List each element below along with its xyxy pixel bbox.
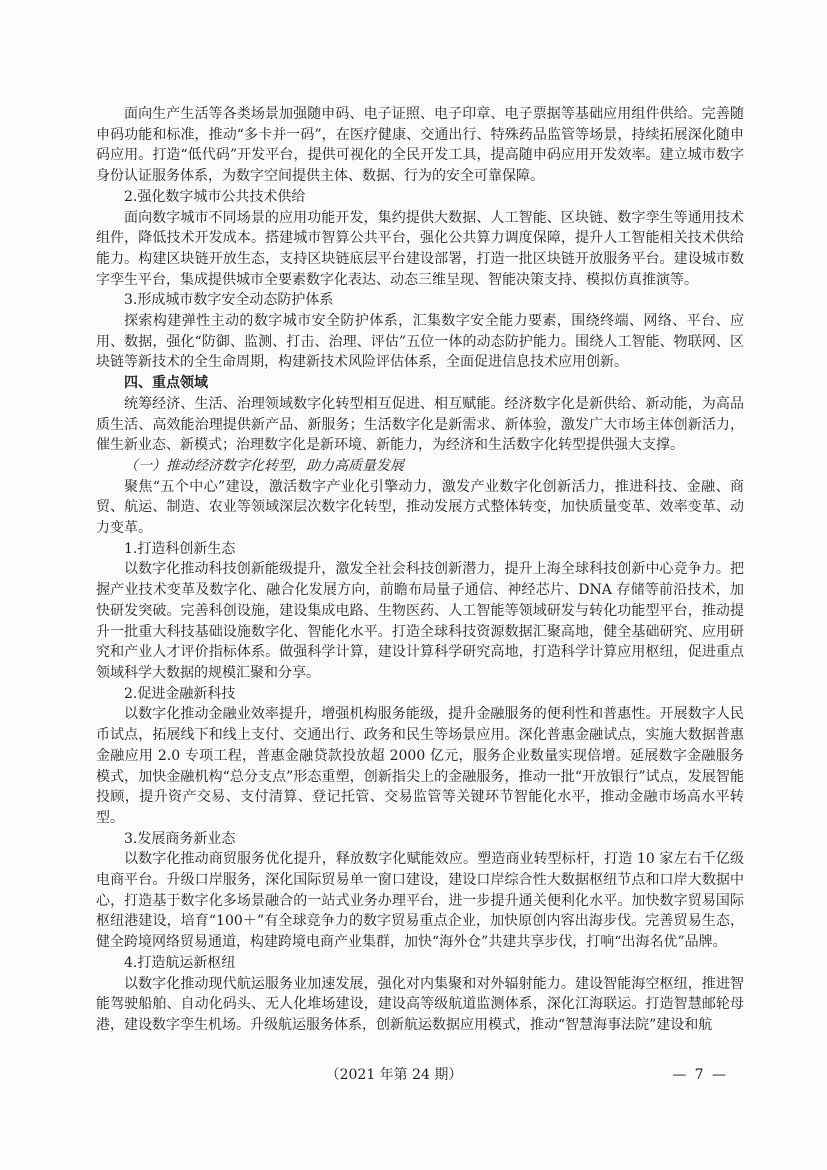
paragraph: 以数字化推动现代航运服务业加速发展，强化对内集聚和对外辐射能力。建设智能海空枢纽，推进智能驾驶船舶、自动化码头、无人化堆场建设，建设高等级航道监测体系，深化江海联运。打造智慧邮轮母港，建设数字孪生机场。升级航运服务体系，创新航运数据应用模式，推动“智慧海事法院”建设和航 <box>96 975 744 1033</box>
document-body <box>96 104 744 1036</box>
paragraph: 以数字化推动商贸服务优化提升，释放数字化赋能效应。塑造商业转型标杆，打造 10 家左右千亿级电商平台。升级口岸服务，深化国际贸易单一窗口建设，建设口岸综合性大数据枢纽节点和口岸大数据中心，打造基于数字化多场景融合的一站式业务办理平台，进一步提升通关便利化水平。加快数字贸易国际枢纽港建设，培育“100＋”有全球竞争力的数字贸易重点企业，加快原创内容出海步伐。完善贸易生态，健全跨境网络贸易通道，构建跨境电商产业集群，加快“海外仓”共建共享步伐，打响“出海名优”品牌。 <box>96 851 744 951</box>
paragraph: 以数字化推动科技创新能级提升，激发全社会科技创新潜力，提升上海全球科技创新中心竞争力。把握产业技术变革及数字化、融合化发展方向，前瞻布局量子通信、神经芯片、DNA 存储等前沿技术，加快研发突破。完善科创设施，建设集成电路、生物医药、人工智能等领域研发与转化功能型平台，推动提升一批重大科技基础设施数字化、智能化水平。打造全球科技资源数据汇聚高地，健全基础研究、应用研究和产业人才评价指标体系。做强科学计算，建设计算科学研究高地，打造科学计算应用枢纽，促进重点领域科学大数据的规模汇聚和分享。 <box>96 561 744 681</box>
numbered-section-heading: 2.强化数字城市公共技术供给 <box>124 188 306 205</box>
paragraph: 探索构建弹性主动的数字城市安全防护体系，汇集数字安全能力要素，围绕终端、网络、平台、应用、数据，强化“防御、监测、打击、治理、评估”五位一体的动态防护能力。围绕人工智能、物联网、区块链等新技术的全生命周期，构建新技术风险评估体系，全面促进信息技术应用创新。 <box>96 313 744 371</box>
issue-label: （2021 年第 24 期） <box>325 1067 463 1083</box>
page-number: — 7 — <box>672 1067 728 1083</box>
paragraph: 面向生产生活等各类场景加强随申码、电子证照、电子印章、电子票据等基础应用组件供给。完善随申码功能和标准，推动“多卡并一码”，在医疗健康、交通出行、特殊药品监管等场景，持续拓展深化随申码应用。打造“低代码”开发平台，提供可视化的全民开发工具，提高随申码应用开发效率。建立城市数字身份认证服务体系，为数字空间提供主体、数据、行为的安全可靠保障。 <box>96 106 744 185</box>
numbered-section-heading: 4.打造航运新枢纽 <box>124 954 236 971</box>
subsection-heading: （一）推动经济数字化转型，助力高质量发展 <box>124 457 404 474</box>
paragraph: 统筹经济、生活、治理领域数字化转型相互促进、相互赋能。经济数字化是新供给、新动能，为高品质生活、高效能治理提供新产品、新服务；生活数字化是新需求、新体验，激发广大市场主体创新活力，催生新业态、新模式；治理数字化是新环境、新能力，为经济和生活数字化转型提供强大支撑。 <box>96 395 744 454</box>
numbered-section-heading: 3.发展商务新业态 <box>124 830 236 847</box>
numbered-section-heading: 3.形成城市数字安全动态防护体系 <box>124 292 334 309</box>
paragraph: 聚焦“五个中心”建设，激活数字产业化引擎动力，激发产业数字化创新活力，推进科技、金融、商贸、航运、制造、农业等领域深层次数字化转型，推动发展方式整体转变，加快质量变革、效率变革、动力变革。 <box>96 478 744 537</box>
major-section-heading: 四、重点领域 <box>124 375 208 392</box>
numbered-section-heading: 2.促进金融新科技 <box>124 685 236 702</box>
page-footer <box>96 1064 744 1086</box>
paragraph: 以数字化推动金融业效率提升，增强机构服务能级，提升金融服务的便利性和普惠性。开展数字人民币试点，拓展线下和线上支付、交通出行、政务和民生等场景应用。深化普惠金融试点，实施大数据普惠金融应用 2.0 专项工程，普惠金融贷款投放超 2000 亿元，服务企业数量实现倍增。延展数字金融服务模式，加快金融机构“总分支点”形态重塑，创新指尖上的金融服务，推动一批“开放银行”试点，发展智能投顾，提升资产交易、支付清算、登记托管、交易监管等关键环节智能化水平，推动金融市场高水平转型。 <box>96 706 744 826</box>
numbered-section-heading: 1.打造科创新生态 <box>124 540 236 557</box>
paragraph: 面向数字城市不同场景的应用功能开发，集约提供大数据、人工智能、区块链、数字孪生等通用技术组件，降低技术开发成本。搭建城市智算公共平台，强化公共算力调度保障，提升人工智能相关技术供给能力。构建区块链开放生态，支持区块链底层平台建设部署，打造一批区块链开放服务平台。建设城市数字孪生平台，集成提供城市全要素数字化表达、动态三维呈现、智能决策支持、模拟仿真推演等。 <box>96 209 744 288</box>
